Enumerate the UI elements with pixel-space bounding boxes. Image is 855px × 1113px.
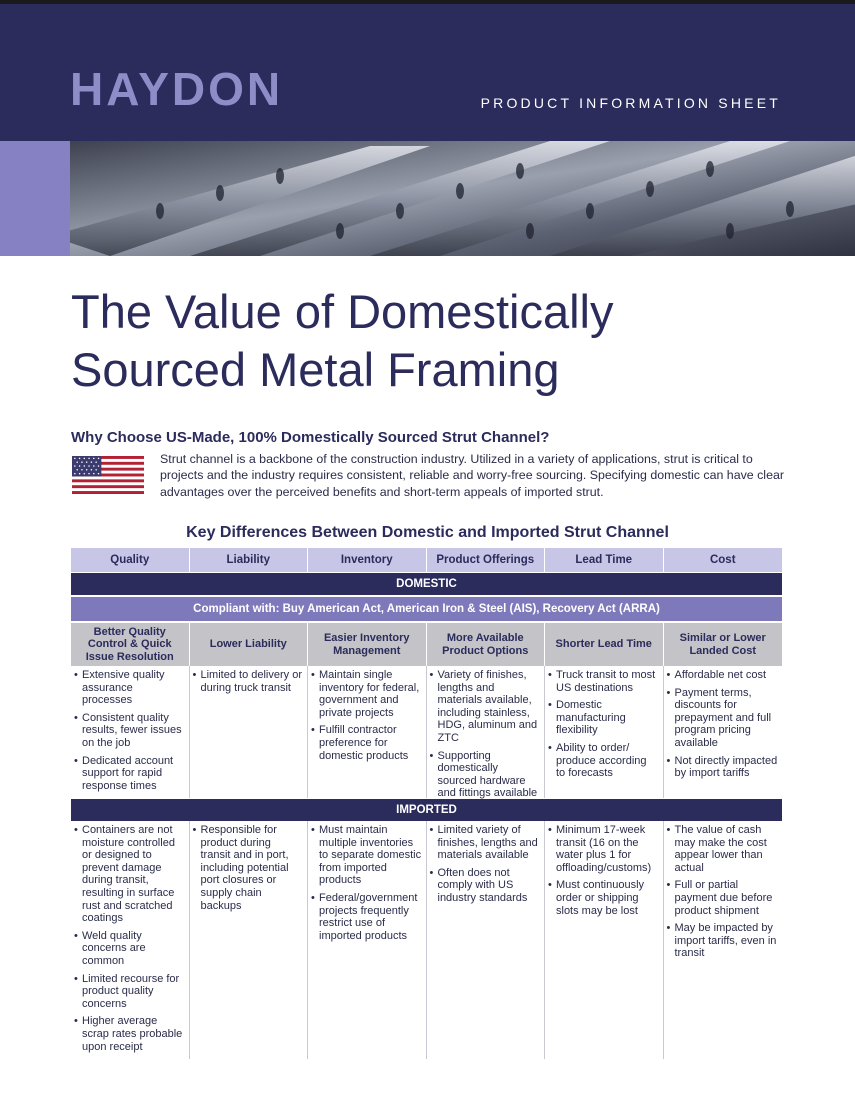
table-cell <box>308 821 427 1059</box>
section-subheading: Why Choose US-Made, 100% Domestically Sourced Strut Channel? <box>71 429 550 446</box>
list-item: • Consistent quality results, fewer issues on the job <box>74 712 185 750</box>
list-item: • Higher average scrap rates probable upon receipt <box>74 1015 185 1053</box>
haydon-logo: HAYDON <box>70 63 284 115</box>
list-item: • Fulfill contractor preference for domestic products <box>311 724 422 762</box>
list-item: • Federal/government projects frequently restrict use of imported products <box>311 892 422 942</box>
list-item: • The value of cash may make the cost appear lower than actual <box>667 824 779 874</box>
list-item: • May be impacted by import tariffs, even in transit <box>667 922 779 960</box>
page-header <box>0 0 855 141</box>
table-cell <box>545 666 664 798</box>
advantage-cell: Similar or Lower Landed Cost <box>664 623 783 666</box>
list-item: • Extensive quality assurance processes <box>74 669 185 707</box>
column-header: Quality <box>71 548 190 572</box>
list-item: • Ability to order/ produce according to forecasts <box>548 742 659 780</box>
hero-accent-block <box>0 141 70 256</box>
table-title: Key Differences Between Domestic and Imported Strut Channel <box>186 524 669 541</box>
table-cell <box>71 821 190 1059</box>
table-cell <box>308 666 427 798</box>
list-item: • Full or partial payment due before product shipment <box>667 879 779 917</box>
domestic-section-band: DOMESTIC <box>71 573 782 595</box>
column-header: Liability <box>190 548 309 572</box>
list-item: • Variety of finishes, lengths and materials available, including stainless, HDG, aluminum and ZTC <box>430 669 541 745</box>
main-title: The Value of Domestically Sourced Metal Framing <box>71 285 614 396</box>
advantage-cell: Easier Inventory Management <box>308 623 427 666</box>
sheet-title: PRODUCT INFORMATION SHEET <box>480 95 781 111</box>
column-header: Lead Time <box>545 548 664 572</box>
imported-section-band: IMPORTED <box>71 799 782 821</box>
table-cell <box>427 821 546 1059</box>
advantage-cell: Shorter Lead Time <box>545 623 664 666</box>
list-item: • Not directly impacted by import tariffs <box>667 755 779 780</box>
list-item: • Dedicated account support for rapid response times <box>74 755 185 793</box>
table-cell <box>545 821 664 1059</box>
advantage-row <box>71 623 782 666</box>
us-flag-icon <box>72 456 144 494</box>
hero-banner <box>0 141 855 256</box>
advantage-cell: Lower Liability <box>190 623 309 666</box>
list-item: • Limited variety of finishes, lengths and materials available <box>430 824 541 862</box>
list-item: • Payment terms, discounts for prepayment and full program pricing available <box>667 687 779 750</box>
advantage-cell: More Available Product Options <box>427 623 546 666</box>
table-cell <box>427 666 546 798</box>
table-cell <box>71 666 190 798</box>
intro-paragraph: Strut channel is a backbone of the construction industry. Utilized in a variety of applications, strut is critical to projects and the industry requires consistent, reliable and worry-free sourcing. Specifying domestic can have clear advantages over the perceived benefits and short-term appeals of imported strut. <box>160 452 784 499</box>
table-cell <box>664 821 783 1059</box>
list-item: • Weld quality concerns are common <box>74 930 185 968</box>
table-cell <box>664 666 783 798</box>
table-cell <box>190 666 309 798</box>
list-item: • Must maintain multiple inventories to separate domestic from imported products <box>311 824 422 887</box>
compliance-band: Compliant with: Buy American Act, American Iron & Steel (AIS), Recovery Act (ARRA) <box>71 597 782 621</box>
table-cell <box>190 821 309 1059</box>
column-header: Inventory <box>308 548 427 572</box>
list-item: • Limited recourse for product quality concerns <box>74 973 185 1011</box>
list-item: • Domestic manufacturing flexibility <box>548 699 659 737</box>
list-item: • Often does not comply with US industry standards <box>430 867 541 905</box>
list-item: • Minimum 17-week transit (16 on the water plus 1 for offloading/customs) <box>548 824 659 874</box>
list-item: • Maintain single inventory for federal, government and private projects <box>311 669 422 719</box>
list-item: • Containers are not moisture controlled or designed to prevent damage during transit, resulting in surface rust and scratched coatings <box>74 824 185 925</box>
advantage-cell: Better Quality Control & Quick Issue Resolution <box>71 623 190 666</box>
list-item: • Responsible for product during transit and in port, including potential port closures or supply chain backups <box>193 824 304 912</box>
comparison-table <box>71 548 782 1059</box>
column-header-row <box>71 548 782 572</box>
list-item: • Supporting domestically sourced hardware and fittings available <box>430 750 541 800</box>
column-header: Cost <box>664 548 783 572</box>
list-item: • Truck transit to most US destinations <box>548 669 659 694</box>
list-item: • Must continuously order or shipping slots may be lost <box>548 879 659 917</box>
strut-channel-photo <box>70 141 855 256</box>
domestic-details-row <box>71 666 782 798</box>
column-header: Product Offerings <box>427 548 546 572</box>
imported-details-row <box>71 821 782 1059</box>
list-item: • Limited to delivery or during truck transit <box>193 669 304 694</box>
list-item: • Affordable net cost <box>667 669 779 682</box>
